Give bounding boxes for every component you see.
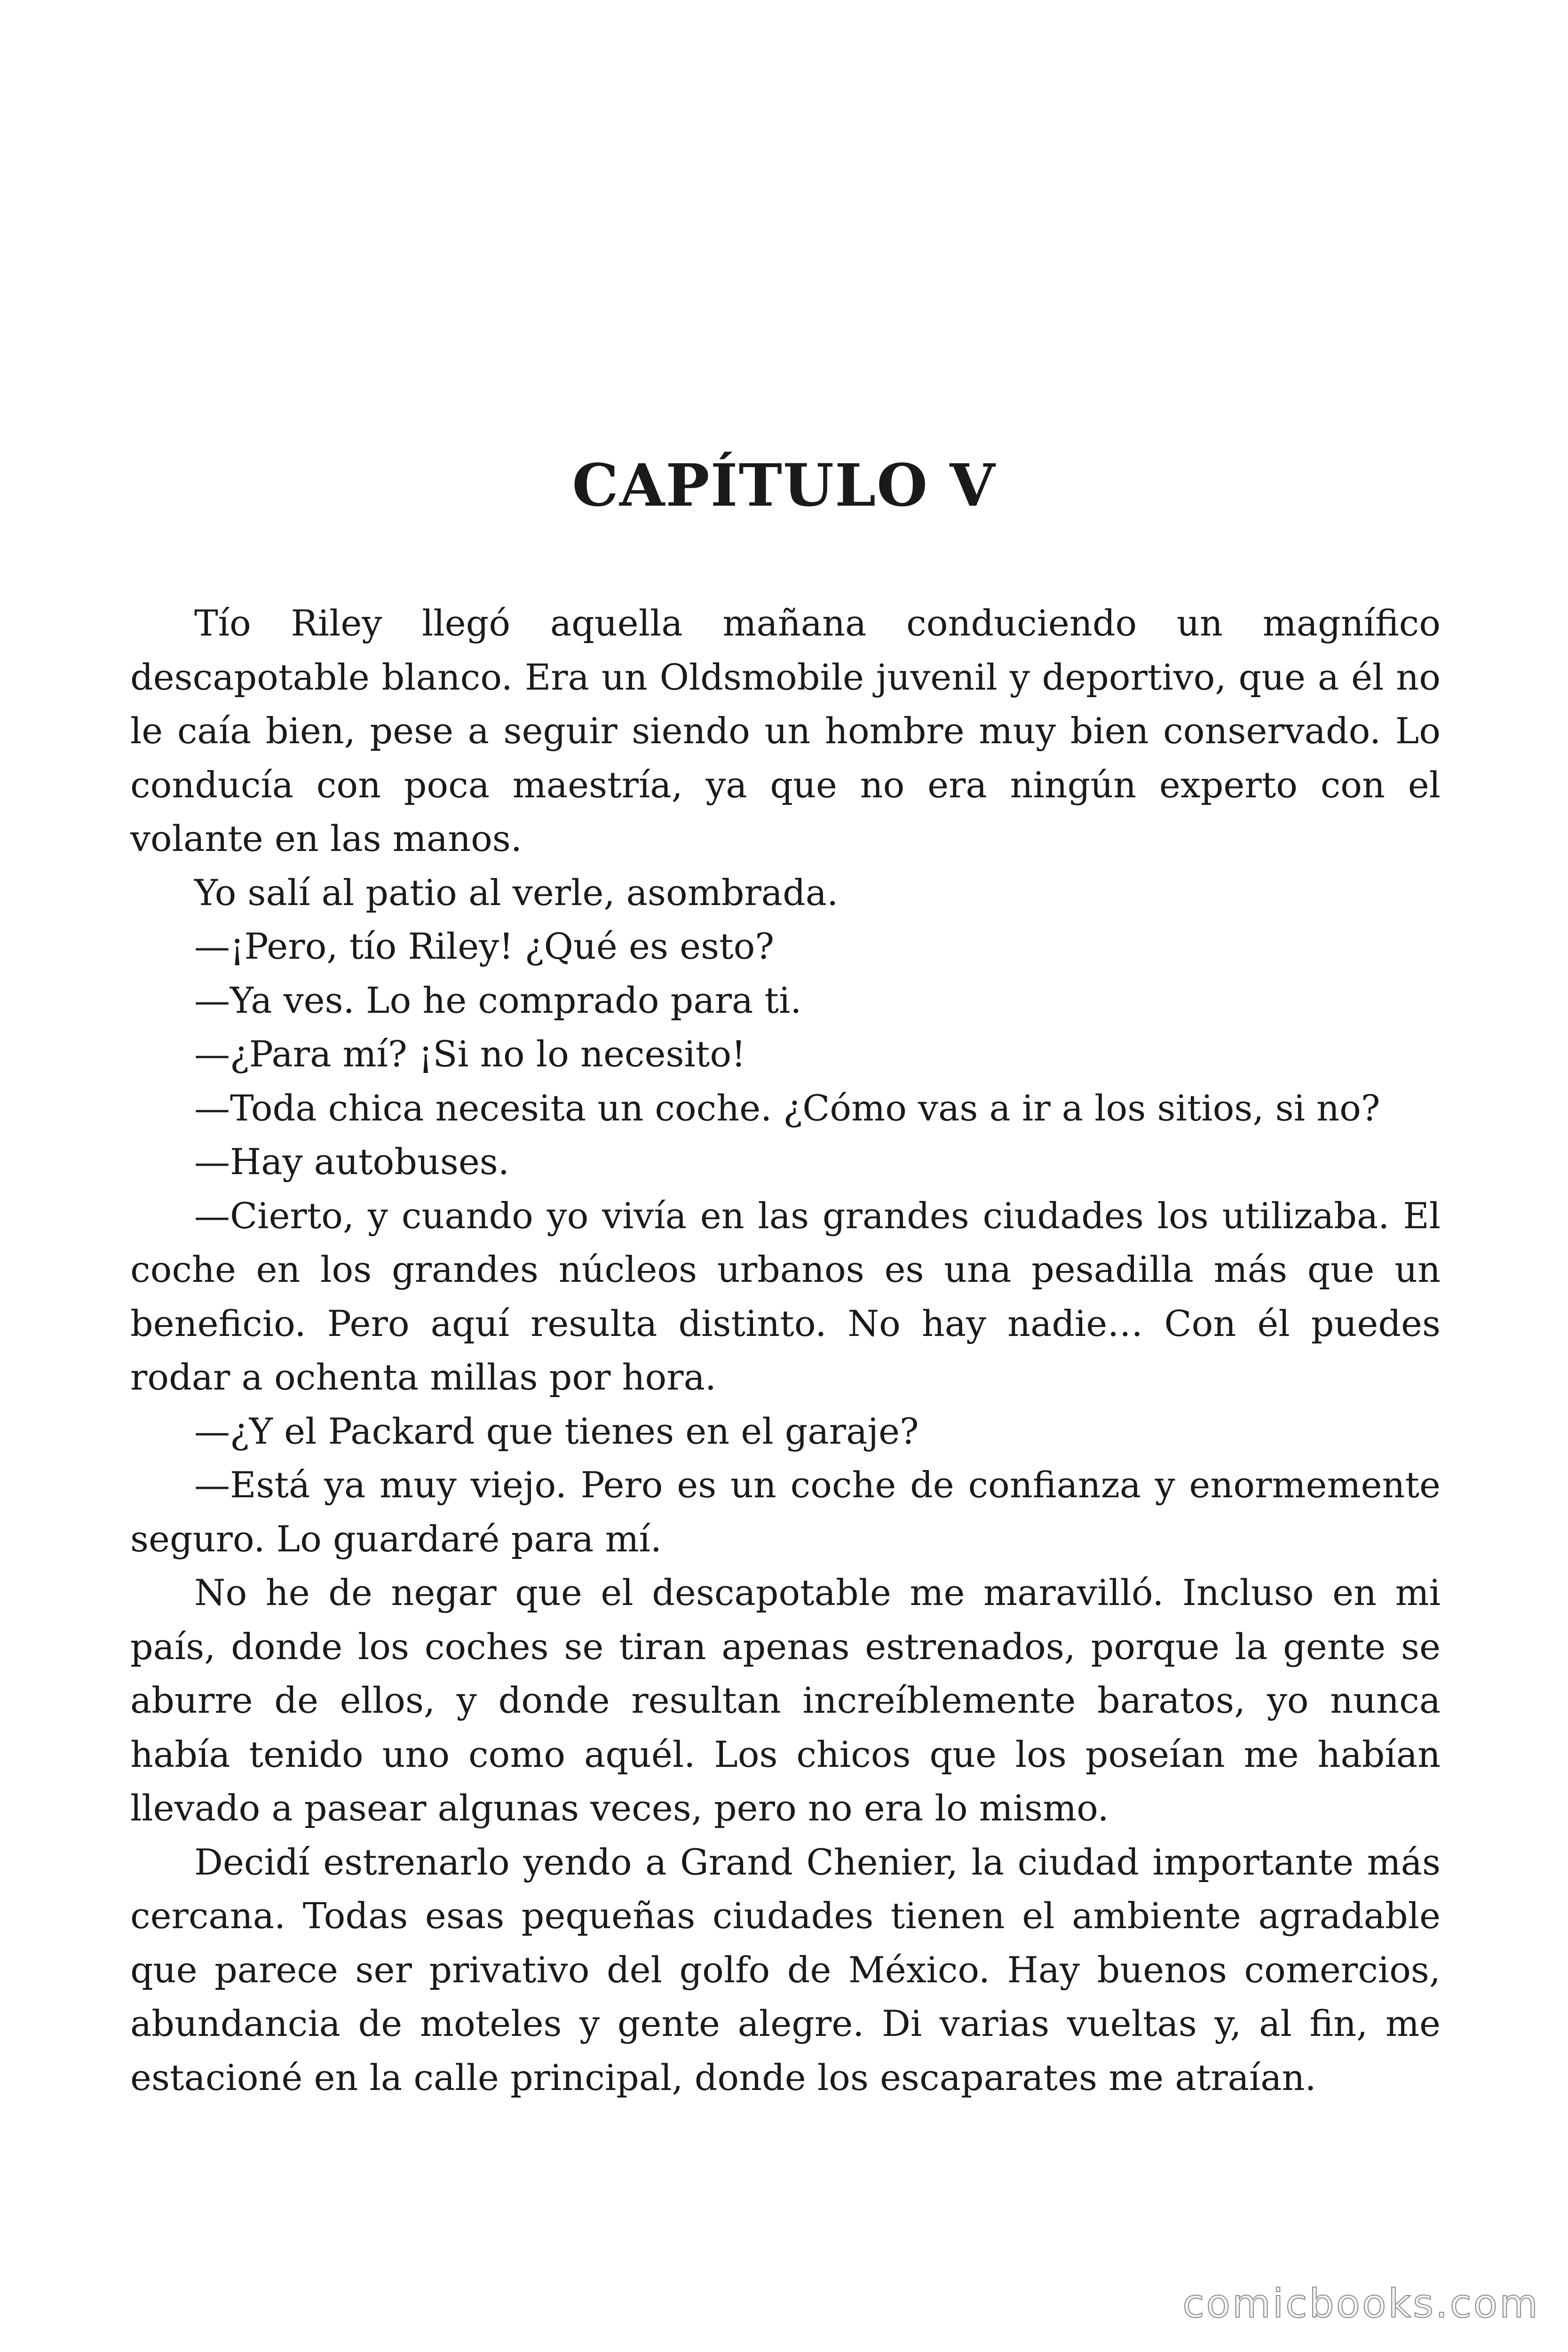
paragraph: No he de negar que el descapotable me maravilló. Incluso en mi país, donde los coches se tiran apenas estrenados, porque la gente se aburre de ellos, y donde resultan increíblemente baratos, yo nunca había tenido uno como aquél. Los chicos que los poseían me habían llevado a pasear algunas veces, pero no era lo mismo. — [130, 1572, 1441, 1829]
dialogue-line: —Ya ves. Lo he comprado para ti. — [194, 979, 802, 1021]
paragraph: Decidí estrenarlo yendo a Grand Chenier, la ciudad importante más cercana. Todas esas pequeñas ciudades tienen el ambiente agradable que parece ser privativo del golfo de México. Hay buenos comercios, abundancia de moteles y gente alegre. Di varias vueltas y, al fin, me estacioné en la calle principal, donde los escaparates me atraían. — [130, 1841, 1441, 2098]
dialogue-line: —Está ya muy viejo. Pero es un coche de confianza y enormemente seguro. Lo guardaré para mí. — [130, 1464, 1441, 1560]
chapter-body — [130, 596, 1441, 2105]
dialogue-line: —¿Y el Packard que tienes en el garaje? — [194, 1410, 919, 1452]
watermark: comicbooks.com — [1182, 2280, 1540, 2327]
dialogue-line: —¡Pero, tío Riley! ¿Qué es esto? — [194, 925, 775, 967]
dialogue-line: —¿Para mí? ¡Si no lo necesito! — [194, 1033, 746, 1075]
chapter-title: CAPÍTULO V — [572, 452, 996, 520]
paragraph: Tío Riley llegó aquella mañana conduciendo un magnífico descapotable blanco. Era un Oldsmobile juvenil y deportivo, que a él no le caía bien, pese a seguir siendo un hombre muy bien conservado. Lo conducía con poca maestría, ya que no era ningún experto con el volante en las manos. — [130, 602, 1441, 859]
dialogue-line: —Hay autobuses. — [194, 1141, 509, 1183]
paragraph: Yo salí al patio al verle, asombrada. — [194, 871, 839, 914]
dialogue-line: —Cierto, y cuando yo vivía en las grandes ciudades los utilizaba. El coche en los grandes núcleos urbanos es una pesadilla más que un beneficio. Pero aquí resulta distinto. No hay nadie… Con él puedes rodar a ochenta millas por hora. — [130, 1194, 1441, 1398]
dialogue-line: —Toda chica necesita un coche. ¿Cómo vas a ir a los sitios, si no? — [194, 1087, 1380, 1129]
